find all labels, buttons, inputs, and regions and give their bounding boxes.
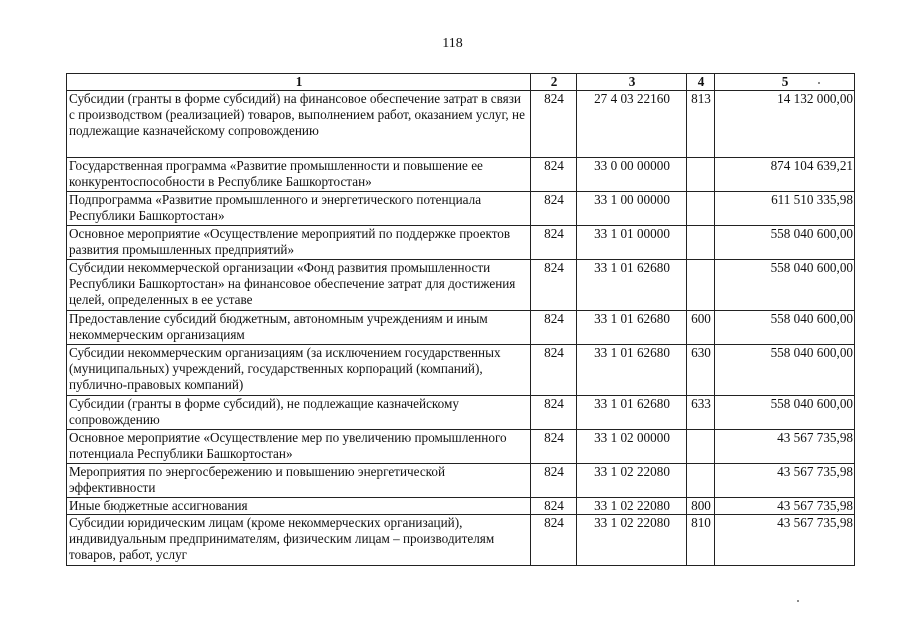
row-ministry-code: 824: [531, 192, 577, 226]
row-expense-type: 633: [687, 396, 715, 430]
row-expense-type: 800: [687, 498, 715, 515]
row-ministry-code: 824: [531, 311, 577, 345]
table-row: [67, 226, 855, 260]
row-ministry-code: 824: [531, 464, 577, 498]
row-expense-type: [687, 158, 715, 192]
row-expense-type: 600: [687, 311, 715, 345]
page-number: 118: [442, 36, 463, 51]
table-row: [67, 498, 855, 515]
row-ministry-code: 824: [531, 260, 577, 311]
table-row: [67, 192, 855, 226]
row-name: Субсидии некоммерческой организации «Фонд развития промышленности Республики Башкортостан» на финансовое обеспечение затрат для достижения целей, определенных в ее уставе: [67, 260, 531, 311]
scan-speck: [818, 82, 820, 84]
header-col-5: 5: [715, 74, 855, 91]
table-row: [67, 464, 855, 498]
row-target-article: 33 1 02 22080: [577, 515, 687, 566]
row-target-article: 27 4 03 22160: [577, 91, 687, 158]
row-name: Основное мероприятие «Осуществление мероприятий по поддержке проектов развития промышленных предприятий»: [67, 226, 531, 260]
row-amount: 43 567 735,98: [715, 498, 855, 515]
table-row: [67, 91, 855, 158]
row-ministry-code: 824: [531, 226, 577, 260]
row-target-article: 33 1 01 62680: [577, 345, 687, 396]
table-row: [67, 311, 855, 345]
row-name: Субсидии некоммерческим организациям (за исключением государственных (муниципальных) учреждений, государственных корпораций (компаний), публично-правовых компаний): [67, 345, 531, 396]
row-amount: 558 040 600,00: [715, 345, 855, 396]
row-name: Субсидии (гранты в форме субсидий) на финансовое обеспечение затрат в связи с производством (реализацией) товаров, выполнением работ, оказанием услуг, не подлежащие казначейскому сопровождению: [67, 91, 531, 158]
row-ministry-code: 824: [531, 345, 577, 396]
row-amount: 611 510 335,98: [715, 192, 855, 226]
row-target-article: 33 1 02 22080: [577, 498, 687, 515]
budget-table: [66, 73, 855, 566]
row-name: Мероприятия по энергосбережению и повышению энергетической эффективности: [67, 464, 531, 498]
row-ministry-code: 824: [531, 498, 577, 515]
table-row: [67, 158, 855, 192]
scan-speck: [797, 600, 799, 602]
row-amount: 558 040 600,00: [715, 260, 855, 311]
table-header-row: [67, 74, 855, 91]
table-row: [67, 345, 855, 396]
table-row: [67, 515, 855, 566]
row-expense-type: [687, 260, 715, 311]
row-amount: 558 040 600,00: [715, 396, 855, 430]
row-name: Иные бюджетные ассигнования: [67, 498, 531, 515]
row-ministry-code: 824: [531, 515, 577, 566]
row-ministry-code: 824: [531, 91, 577, 158]
row-target-article: 33 1 01 62680: [577, 396, 687, 430]
row-expense-type: [687, 226, 715, 260]
row-target-article: 33 1 02 22080: [577, 464, 687, 498]
row-amount: 43 567 735,98: [715, 515, 855, 566]
row-ministry-code: 824: [531, 430, 577, 464]
row-name: Предоставление субсидий бюджетным, автономным учреждениям и иным некоммерческим организациям: [67, 311, 531, 345]
header-col-3: 3: [577, 74, 687, 91]
row-ministry-code: 824: [531, 158, 577, 192]
row-expense-type: [687, 192, 715, 226]
row-amount: 14 132 000,00: [715, 91, 855, 158]
row-name: Субсидии юридическим лицам (кроме некоммерческих организаций), индивидуальным предпринимателям, физическим лицам – производителям товаров, работ, услуг: [67, 515, 531, 566]
row-amount: 558 040 600,00: [715, 226, 855, 260]
row-target-article: 33 1 01 62680: [577, 260, 687, 311]
table-row: [67, 430, 855, 464]
row-amount: 43 567 735,98: [715, 464, 855, 498]
row-name: Подпрограмма «Развитие промышленного и энергетического потенциала Республики Башкортостан»: [67, 192, 531, 226]
row-amount: 558 040 600,00: [715, 311, 855, 345]
row-target-article: 33 1 01 62680: [577, 311, 687, 345]
header-col-1: 1: [67, 74, 531, 91]
row-name: Государственная программа «Развитие промышленности и повышение ее конкурентоспособности в Республике Башкортостан»: [67, 158, 531, 192]
row-target-article: 33 1 00 00000: [577, 192, 687, 226]
row-expense-type: [687, 464, 715, 498]
table-row: [67, 396, 855, 430]
row-expense-type: [687, 430, 715, 464]
row-target-article: 33 1 02 00000: [577, 430, 687, 464]
row-ministry-code: 824: [531, 396, 577, 430]
row-amount: 43 567 735,98: [715, 430, 855, 464]
row-amount: 874 104 639,21: [715, 158, 855, 192]
row-target-article: 33 1 01 00000: [577, 226, 687, 260]
table-row: [67, 260, 855, 311]
row-expense-type: 630: [687, 345, 715, 396]
header-col-2: 2: [531, 74, 577, 91]
row-target-article: 33 0 00 00000: [577, 158, 687, 192]
row-name: Основное мероприятие «Осуществление мер по увеличению промышленного потенциала Республики Башкортостан»: [67, 430, 531, 464]
row-name: Субсидии (гранты в форме субсидий), не подлежащие казначейскому сопровождению: [67, 396, 531, 430]
header-col-4: 4: [687, 74, 715, 91]
row-expense-type: 813: [687, 91, 715, 158]
row-expense-type: 810: [687, 515, 715, 566]
